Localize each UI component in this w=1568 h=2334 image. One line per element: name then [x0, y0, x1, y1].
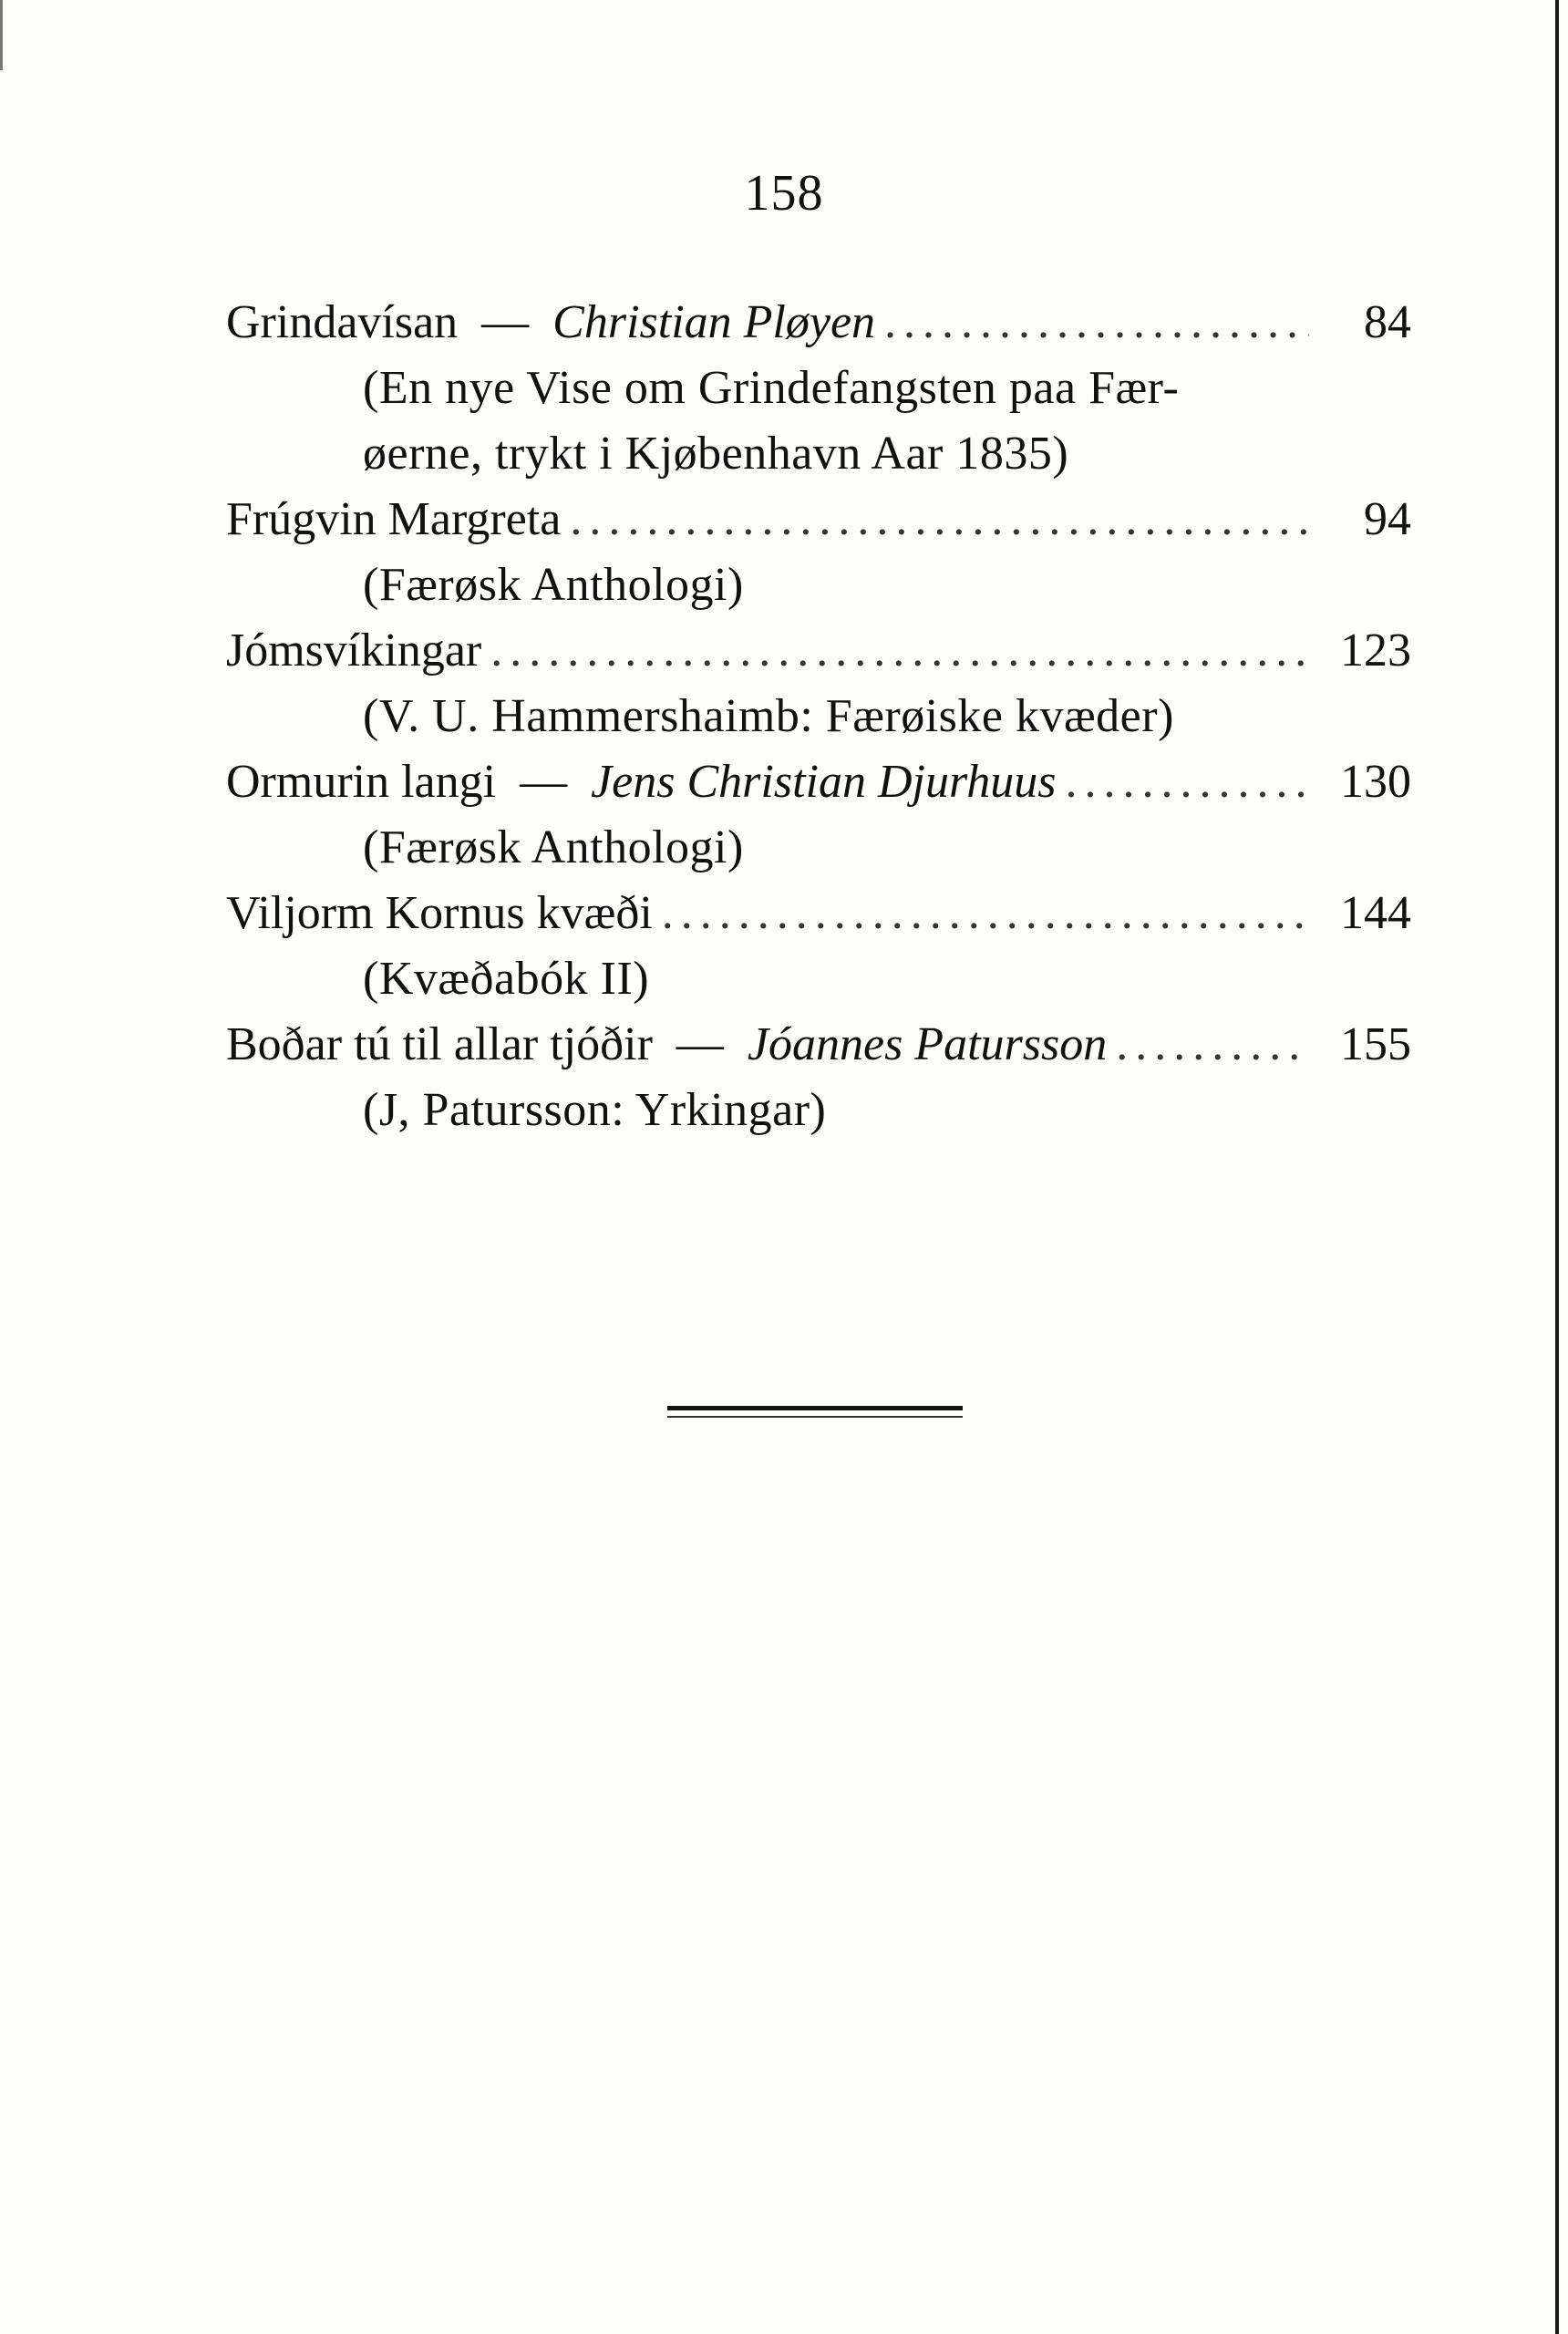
toc-entry-ormurin-langi: [226, 749, 1411, 881]
entry-source: (Færøsk Anthologi): [363, 559, 744, 611]
page-left-edge: [0, 0, 3, 2334]
page-number: 158: [744, 165, 824, 222]
entry-title: Grindavísan: [226, 296, 459, 348]
dot-leader: [884, 290, 1309, 356]
dot-leader: [1066, 749, 1310, 815]
entry-source: (V. U. Hammershaimb: Færøiske kvæder): [363, 690, 1174, 742]
entry-author: Jóannes Patursson: [747, 1018, 1108, 1070]
rule-thick-line: [667, 1406, 963, 1410]
entry-title: Frúgvin Margreta: [226, 493, 562, 545]
dot-leader: [490, 618, 1309, 684]
entry-page-number: 94: [1364, 493, 1411, 545]
entry-source: (Færøsk Anthologi): [363, 821, 744, 873]
entry-source: (J, Patursson: Yrkingar): [363, 1084, 827, 1136]
toc-entry-line: [226, 618, 1411, 684]
entry-source: (En nye Vise om Grindefangsten paa Fær-: [363, 362, 1180, 414]
toc-entry-line: [226, 487, 1411, 553]
rule-thin-line: [667, 1416, 963, 1418]
entry-dash: —: [481, 296, 530, 348]
toc-entry-line: [226, 881, 1411, 946]
entry-page-number: 123: [1340, 625, 1411, 676]
toc-entry-line: [226, 749, 1411, 815]
entry-title: Boðar tú til allar tjóðir: [226, 1018, 653, 1070]
dot-leader: [570, 487, 1309, 553]
entry-source: (Kvæðabók II): [363, 953, 650, 1005]
entry-page-number: 84: [1364, 296, 1411, 348]
dot-leader: [1116, 1012, 1309, 1078]
entry-source: øerne, trykt i Kjøbenhavn Aar 1835): [363, 428, 1069, 480]
dot-leader: [662, 881, 1309, 946]
entry-author: Jens Christian Djurhuus: [591, 756, 1057, 808]
toc-entry-line: [226, 1012, 1411, 1078]
entry-dash: —: [520, 756, 568, 808]
toc-entry-jomsvikingar: [226, 618, 1411, 749]
end-ornament-rule: [667, 1406, 963, 1418]
toc-entry-viljorm-kornus-kvaedi: [226, 881, 1411, 1012]
toc-entry-bodar-tu-til-allar-tjodir: [226, 1012, 1411, 1143]
entry-page-number: 144: [1340, 887, 1411, 939]
entry-title: Ormurin langi: [226, 756, 497, 808]
toc-entry-line: [226, 290, 1411, 356]
table-of-contents: [226, 290, 1411, 1143]
entry-page-number: 155: [1340, 1018, 1411, 1070]
page-right-edge: [1555, 0, 1559, 2334]
toc-entry-frugvin-margreta: [226, 487, 1411, 618]
entry-title: Viljorm Kornus kvæði: [226, 887, 653, 939]
entry-author: Christian Pløyen: [552, 296, 876, 348]
entry-dash: —: [676, 1018, 724, 1070]
entry-page-number: 130: [1340, 756, 1411, 808]
entry-title: Jómsvíkingar: [226, 625, 482, 676]
toc-entry-grindavisan: [226, 290, 1411, 487]
